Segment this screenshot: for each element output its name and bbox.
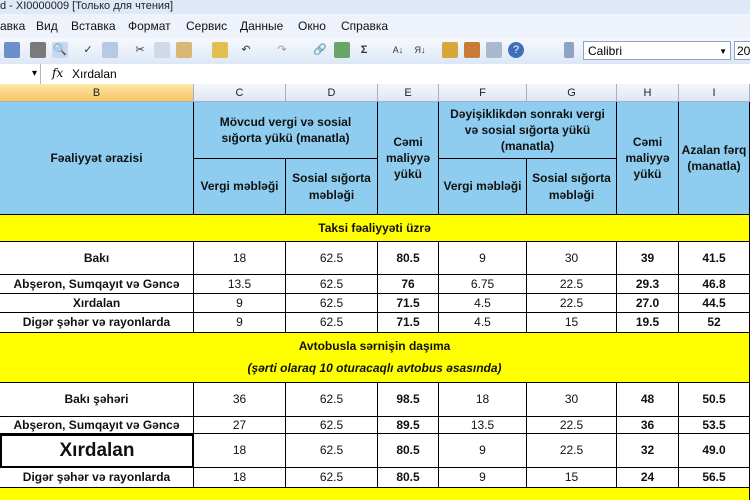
cell-after-total[interactable]: 32 bbox=[617, 434, 679, 468]
header-after-group[interactable]: Dəyişiklikdən sonrakı vergi və sosial sığorta yükü (manatla) bbox=[439, 102, 617, 159]
font-size-value: 20 bbox=[737, 44, 750, 58]
font-name-select[interactable] bbox=[583, 41, 731, 60]
cell-current-tax[interactable]: 18 bbox=[194, 434, 286, 468]
cell-reduction[interactable]: 44.5 bbox=[679, 294, 750, 313]
header-current-group[interactable]: Mövcud vergi və sosial sığorta yükü (manatla) bbox=[194, 102, 378, 159]
header-activity-area[interactable]: Fəaliyyət ərazisi bbox=[0, 102, 194, 215]
cell-after-total[interactable]: 36 bbox=[617, 417, 679, 434]
menu-tools[interactable]: Сервис bbox=[186, 19, 228, 33]
header-current-social[interactable]: Sosial sığorta məbləği bbox=[286, 159, 378, 215]
cell-reduction[interactable]: 50.5 bbox=[679, 383, 750, 417]
cell-after-social[interactable]: 15 bbox=[527, 468, 617, 488]
research-icon[interactable] bbox=[102, 42, 118, 58]
cell-current-total[interactable]: 80.5 bbox=[378, 242, 439, 275]
cell-current-total[interactable]: 89.5 bbox=[378, 417, 439, 434]
cell-after-tax[interactable]: 9 bbox=[439, 434, 527, 468]
cell-after-total[interactable]: 29.3 bbox=[617, 275, 679, 294]
cell-after-total[interactable]: 19.5 bbox=[617, 313, 679, 333]
section-title-bus[interactable]: Avtobusla sərnişin daşıma bbox=[0, 333, 750, 361]
section-subtitle-bus[interactable]: (şərti olaraq 10 oturacaqlı avtobus əsasında) bbox=[0, 354, 750, 383]
cell-after-tax[interactable]: 4.5 bbox=[439, 313, 527, 333]
menu-help[interactable]: Справка bbox=[341, 19, 389, 33]
cell-after-social[interactable]: 22.5 bbox=[527, 294, 617, 313]
cell-after-total[interactable]: 27.0 bbox=[617, 294, 679, 313]
column-header-c[interactable]: C bbox=[194, 84, 286, 102]
header-current-tax[interactable]: Vergi məbləği bbox=[194, 159, 286, 215]
cell-after-social[interactable]: 15 bbox=[527, 313, 617, 333]
cell-reduction[interactable]: 46.8 bbox=[679, 275, 750, 294]
print-icon[interactable] bbox=[30, 42, 46, 58]
row-region-selected[interactable]: Xırdalan bbox=[0, 434, 194, 468]
menu-window[interactable]: Окно bbox=[298, 19, 326, 33]
cell-after-tax[interactable]: 9 bbox=[439, 468, 527, 488]
cell-after-tax[interactable]: 13.5 bbox=[439, 417, 527, 434]
menu-edit[interactable]: авка bbox=[0, 19, 26, 33]
menu-format[interactable]: Формат bbox=[128, 19, 171, 33]
cell-reduction[interactable]: 53.5 bbox=[679, 417, 750, 434]
cell-current-social[interactable]: 62.5 bbox=[286, 294, 378, 313]
cell-after-social[interactable]: 22.5 bbox=[527, 434, 617, 468]
cell-current-tax[interactable]: 18 bbox=[194, 242, 286, 275]
cell-reduction[interactable]: 49.0 bbox=[679, 434, 750, 468]
cell-current-social[interactable]: 62.5 bbox=[286, 383, 378, 417]
header-reduction[interactable]: Azalan fərq (manatla) bbox=[679, 102, 750, 215]
column-header-i[interactable]: I bbox=[679, 84, 750, 102]
window-title-bar bbox=[0, 0, 750, 14]
cell-after-tax[interactable]: 4.5 bbox=[439, 294, 527, 313]
name-box[interactable] bbox=[0, 64, 41, 84]
column-header-g[interactable]: G bbox=[527, 84, 617, 102]
row-region[interactable]: Digər şəhər və rayonlarda bbox=[0, 468, 194, 488]
help-icon[interactable]: ? bbox=[508, 42, 524, 58]
autosum-icon[interactable] bbox=[334, 42, 350, 58]
cell-current-social[interactable]: 62.5 bbox=[286, 242, 378, 275]
header-after-tax[interactable]: Vergi məbləği bbox=[439, 159, 527, 215]
zoom-icon[interactable] bbox=[486, 42, 502, 58]
cell-current-total[interactable]: 80.5 bbox=[378, 434, 439, 468]
sort-descending-icon[interactable]: Я↓ bbox=[414, 45, 426, 55]
row-region[interactable]: Digər şəhər və rayonlarda bbox=[0, 313, 194, 333]
cell-after-total[interactable]: 24 bbox=[617, 468, 679, 488]
cell-current-social[interactable]: 62.5 bbox=[286, 313, 378, 333]
cell-current-tax[interactable]: 9 bbox=[194, 294, 286, 313]
fx-icon[interactable]: fx bbox=[52, 66, 64, 80]
column-header-e[interactable]: E bbox=[378, 84, 439, 102]
spelling-icon[interactable]: ✓ bbox=[83, 44, 93, 56]
cell-current-social[interactable]: 62.5 bbox=[286, 468, 378, 488]
print-preview-icon[interactable]: 🔍 bbox=[53, 44, 67, 56]
cell-reduction[interactable]: 56.5 bbox=[679, 468, 750, 488]
paste-icon[interactable] bbox=[176, 42, 192, 58]
formula-input[interactable]: Xırdalan bbox=[72, 67, 117, 81]
chart-wizard-icon[interactable] bbox=[442, 42, 458, 58]
cell-after-total[interactable]: 39 bbox=[617, 242, 679, 275]
sigma-icon[interactable]: Σ bbox=[360, 44, 368, 56]
cell-current-total[interactable]: 71.5 bbox=[378, 313, 439, 333]
cell-reduction[interactable]: 52 bbox=[679, 313, 750, 333]
header-current-total[interactable]: Cəmi maliyyə yükü bbox=[378, 102, 439, 215]
format-painter-icon[interactable] bbox=[212, 42, 228, 58]
menu-bar bbox=[0, 14, 750, 39]
menu-insert[interactable]: Вставка bbox=[71, 19, 116, 33]
row-region[interactable]: Abşeron, Sumqayıt və Gəncə bbox=[0, 417, 194, 434]
copy-icon[interactable] bbox=[154, 42, 170, 58]
cell-current-total[interactable]: 71.5 bbox=[378, 294, 439, 313]
formula-bar bbox=[0, 64, 750, 85]
cell-current-tax[interactable]: 36 bbox=[194, 383, 286, 417]
cell-current-total[interactable]: 80.5 bbox=[378, 468, 439, 488]
cell-current-tax[interactable]: 18 bbox=[194, 468, 286, 488]
font-name-value: Calibri bbox=[588, 44, 623, 58]
cell-current-tax[interactable]: 27 bbox=[194, 417, 286, 434]
column-header-h[interactable]: H bbox=[617, 84, 679, 102]
cell-reduction[interactable]: 41.5 bbox=[679, 242, 750, 275]
cell-current-tax[interactable]: 13.5 bbox=[194, 275, 286, 294]
undo-icon[interactable]: ↶ bbox=[241, 44, 251, 56]
row-region[interactable]: Bakı bbox=[0, 242, 194, 275]
cell-current-social[interactable]: 62.5 bbox=[286, 417, 378, 434]
cell-after-social[interactable]: 30 bbox=[527, 383, 617, 417]
cell-current-social[interactable]: 62.5 bbox=[286, 434, 378, 468]
cell-after-social[interactable]: 22.5 bbox=[527, 417, 617, 434]
cell-after-total[interactable]: 48 bbox=[617, 383, 679, 417]
cut-icon[interactable]: ✂ bbox=[135, 44, 145, 56]
cell-current-tax[interactable]: 9 bbox=[194, 313, 286, 333]
cell-after-social[interactable]: 30 bbox=[527, 242, 617, 275]
column-header-d[interactable]: D bbox=[286, 84, 378, 102]
row-region[interactable]: Bakı şəhəri bbox=[0, 383, 194, 417]
row-region[interactable]: Xırdalan bbox=[0, 294, 194, 313]
hyperlink-icon[interactable]: 🔗 bbox=[313, 44, 327, 56]
section-title-taxi[interactable]: Taksi fəaliyyəti üzrə bbox=[0, 215, 750, 242]
column-header-b[interactable]: B bbox=[0, 84, 194, 102]
cell-current-total[interactable]: 76 bbox=[378, 275, 439, 294]
menu-data[interactable]: Данные bbox=[240, 19, 284, 33]
header-after-social[interactable]: Sosial sığorta məbləği bbox=[527, 159, 617, 215]
redo-icon[interactable]: ↷ bbox=[277, 44, 287, 56]
column-header-f[interactable]: F bbox=[439, 84, 527, 102]
font-size-select[interactable] bbox=[734, 41, 750, 60]
row-region[interactable]: Abşeron, Sumqayıt və Gəncə bbox=[0, 275, 194, 294]
cell-after-tax[interactable]: 18 bbox=[439, 383, 527, 417]
save-icon[interactable] bbox=[4, 42, 20, 58]
name-box-dropdown-icon: ▾ bbox=[31, 68, 37, 79]
menu-view[interactable]: Вид bbox=[36, 19, 58, 33]
drawing-icon[interactable] bbox=[464, 42, 480, 58]
cell-after-social[interactable]: 22.5 bbox=[527, 275, 617, 294]
next-section-band bbox=[0, 488, 750, 500]
cell-current-total[interactable]: 98.5 bbox=[378, 383, 439, 417]
window-title: d - XI0000009 [Только для чтения] bbox=[0, 0, 174, 12]
toolbar-options-icon[interactable] bbox=[564, 42, 574, 58]
cell-after-tax[interactable]: 6.75 bbox=[439, 275, 527, 294]
cell-current-social[interactable]: 62.5 bbox=[286, 275, 378, 294]
chevron-down-icon: ▼ bbox=[719, 47, 727, 56]
header-after-total[interactable]: Cəmi maliyyə yükü bbox=[617, 102, 679, 215]
cell-after-tax[interactable]: 9 bbox=[439, 242, 527, 275]
sort-ascending-icon[interactable]: A↓ bbox=[392, 45, 404, 55]
